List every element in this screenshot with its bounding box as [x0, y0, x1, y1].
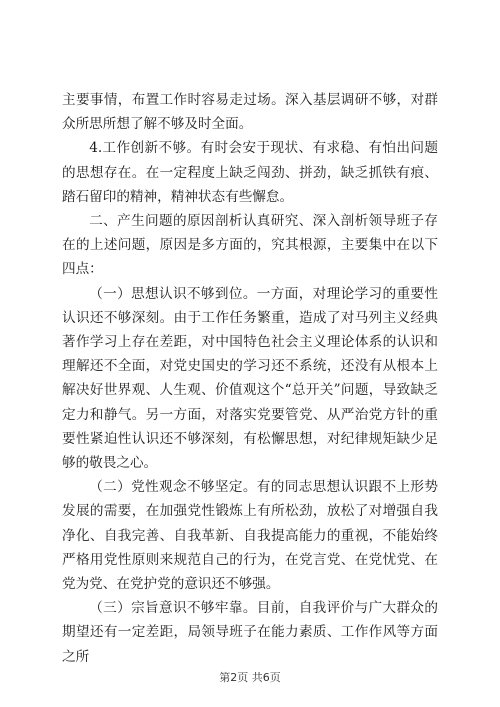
page-number-footer: 第2页 共6页 — [219, 671, 281, 684]
paragraph-5: （二）党性观念不够坚定。有的同志思想认识跟不上形势发展的需要，在加强党性锻炼上有所松劲，放松了对增强自我净化、自我完善、自我革新、自我提高能力的重视，不能始终严格用党性原则来规范自己的行为，在党言党、在党忧党、在党为党、在党护党的意识还不够强。 — [62, 479, 438, 593]
document-body — [62, 88, 438, 669]
paragraph-2: 4.工作创新不够。有时会安于现状、有求稳、有怕出问题的思想存在。在一定程度上缺乏闯劲、拼劲，缺乏抓铁有痕、踏石留印的精神，精神状态有些懈怠。 — [62, 140, 438, 205]
paragraph-4: （一）思想认识不够到位。一方面，对理论学习的重要性认识还不够深刻。由于工作任务繁重，造成了对马列主义经典著作学习上存在差距，对中国特色社会主义理论体系的认识和理解还不全面，对党史国史的学习还不系统，还没有从根本上解决好世界观、人生观、价值观这个“总开关”问题，导致缺乏定力和静气。另一方面，对落实党要管党、从严治党方针的重要性紧迫性认识还不够深刻，有松懈思想，对纪律规矩缺少足够的敬畏之心。 — [62, 285, 438, 472]
paragraph-1: 主要事情，布置工作时容易走过场。深入基层调研不够，对群众所思所想了解不够及时全面。 — [62, 92, 438, 133]
paragraph-3: 二、产生问题的原因剖析认真研究、深入剖析领导班子存在的上述问题，原因是多方面的，究其根源，主要集中在以下四点： — [62, 213, 438, 278]
paragraph-6: （三）宗旨意识不够牢靠。目前，自我评价与广大群众的期望还有一定差距，局领导班子在能力素质、工作作风等方面之所 — [62, 600, 438, 665]
